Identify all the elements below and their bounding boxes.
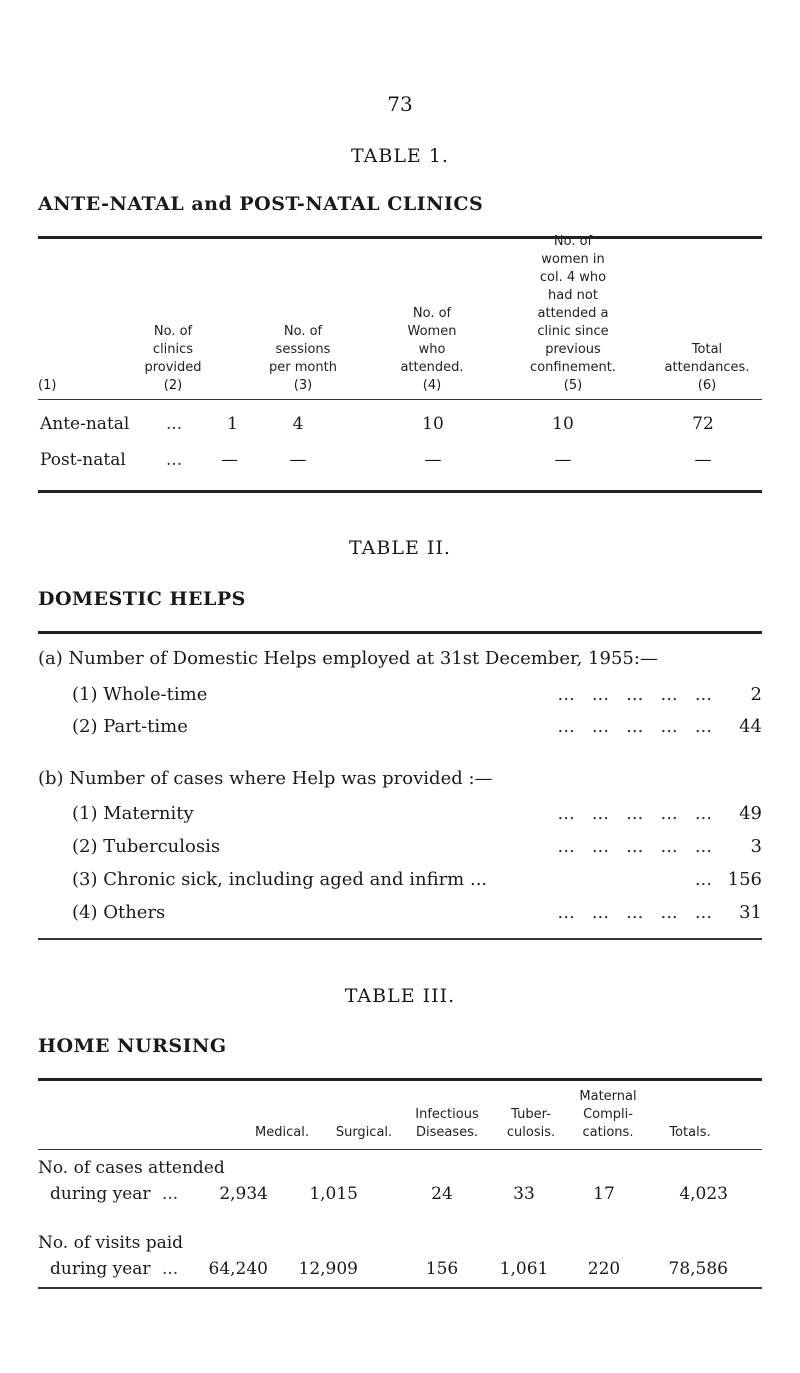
table3-header	[38, 1084, 762, 1144]
table1-col-header-1	[38, 245, 78, 377]
leader-dots: ... ... ... ... ...	[557, 902, 712, 923]
item-label: (4) Others	[72, 902, 166, 923]
table3-col-header-infectious: Infectious Diseases.	[415, 1107, 479, 1140]
cell-medical: 2,934	[219, 1184, 268, 1204]
item-label: (2) Part-time	[72, 716, 188, 737]
cell-total: 72	[692, 414, 714, 434]
table3-bottom-rule	[38, 1287, 762, 1289]
leader-dots: ... ... ... ... ...	[557, 803, 712, 824]
leader-dots: ...	[166, 450, 183, 470]
list-item	[72, 836, 762, 860]
table1-col-header-2: No. of clinics provided	[144, 324, 202, 375]
item-label: (3) Chronic sick, including aged and infirm ...	[72, 869, 488, 890]
cell-women: —	[424, 450, 442, 470]
table2-heading: DOMESTIC HELPS	[38, 588, 246, 610]
item-value: 156	[727, 869, 762, 890]
table3-col-header-surgical: Surgical.	[335, 1125, 393, 1140]
table2-top-rule	[38, 631, 762, 634]
row-label-line1: No. of cases attended	[38, 1158, 225, 1178]
table1-col-header-6: Total attendances.	[664, 342, 750, 375]
cell-maternal: 17	[593, 1184, 615, 1204]
table1-col-header-5: No. of women in col. 4 who had not attended a clinic since previous confinement.	[530, 234, 616, 375]
cell-medical: 64,240	[208, 1259, 268, 1279]
list-item	[72, 902, 762, 926]
cell-sessions: —	[289, 450, 307, 470]
cell-clinics: —	[221, 450, 238, 470]
cell-not-attended: 10	[552, 414, 574, 434]
row-label-line2: during year	[50, 1259, 151, 1279]
table-row	[38, 1233, 762, 1293]
cell-maternal: 220	[587, 1259, 621, 1279]
item-value: 31	[739, 902, 762, 923]
table1-header-rule	[38, 399, 762, 400]
table1-col-number-3: (3)	[293, 378, 313, 393]
leader-dots: ... ... ... ... ...	[557, 684, 712, 705]
section-b-title: (b) Number of cases where Help was provided :—	[38, 768, 493, 789]
table3-col-header-totals: Totals.	[669, 1125, 711, 1140]
item-value: 2	[750, 684, 762, 705]
table1-caption: TABLE 1.	[351, 145, 449, 167]
table-row	[38, 450, 762, 476]
page-number: 73	[387, 92, 413, 116]
table1-col-header-3: No. of sessions per month	[269, 324, 337, 375]
list-item	[72, 716, 762, 740]
table-row	[38, 414, 762, 440]
table3-top-rule	[38, 1078, 762, 1081]
table3-col-header-medical: Medical.	[255, 1125, 309, 1140]
table1-header	[38, 234, 762, 395]
list-item	[72, 803, 762, 827]
table-row	[38, 1158, 762, 1218]
table2-bottom-rule	[38, 938, 762, 940]
leader-dots: ...	[162, 1184, 179, 1204]
table3-header-rule	[38, 1149, 762, 1150]
list-item	[72, 684, 762, 708]
cell-women: 10	[422, 414, 444, 434]
cell-totals: 78,586	[668, 1259, 728, 1279]
row-label: Post-natal	[40, 450, 126, 470]
leader-dots: ...	[694, 869, 712, 890]
item-label: (1) Maternity	[72, 803, 194, 824]
table3-col-header-tuberculosis: Tuber- culosis.	[506, 1107, 556, 1140]
table1-col-number-2: (2)	[163, 378, 183, 393]
cell-sessions: 4	[292, 414, 304, 434]
item-value: 44	[739, 716, 762, 737]
item-label: (1) Whole-time	[72, 684, 208, 705]
cell-totals: 4,023	[679, 1184, 728, 1204]
cell-surgical: 1,015	[309, 1184, 358, 1204]
table1-heading: ANTE-NATAL and POST-NATAL CLINICS	[38, 193, 484, 215]
leader-dots: ...	[166, 414, 183, 434]
cell-total: —	[694, 450, 712, 470]
table1-col-number-5: (5)	[563, 378, 583, 393]
row-label-line1: No. of visits paid	[38, 1233, 184, 1253]
cell-infectious: 24	[431, 1184, 453, 1204]
cell-tuberculosis: 1,061	[499, 1259, 549, 1279]
table1-col-number-6: (6)	[697, 378, 717, 393]
table3-heading: HOME NURSING	[38, 1035, 227, 1057]
cell-clinics: 1	[227, 414, 238, 434]
cell-infectious: 156	[425, 1259, 459, 1279]
table1-bottom-rule	[38, 490, 762, 493]
row-label: Ante-natal	[40, 414, 130, 434]
cell-tuberculosis: 33	[513, 1184, 535, 1204]
table3-caption: TABLE III.	[344, 985, 456, 1007]
row-label-line2: during year	[50, 1184, 151, 1204]
leader-dots: ... ... ... ... ...	[557, 836, 712, 857]
item-value: 3	[750, 836, 762, 857]
table3-col-header-maternal: Maternal Compli- cations.	[579, 1089, 637, 1140]
item-value: 49	[739, 803, 762, 824]
table2-caption: TABLE II.	[349, 537, 451, 559]
cell-not-attended: —	[554, 450, 572, 470]
list-item	[72, 869, 762, 893]
leader-dots: ... ... ... ... ...	[557, 716, 712, 737]
item-label: (2) Tuberculosis	[72, 836, 221, 857]
cell-surgical: 12,909	[298, 1259, 358, 1279]
leader-dots: ...	[162, 1259, 179, 1279]
table1-top-rule	[38, 236, 762, 239]
table1-col-header-4: No. of Women who attended.	[400, 306, 464, 375]
section-a-title: (a) Number of Domestic Helps employed at 31st December, 1955:—	[38, 648, 658, 669]
table1-col-number-4: (4)	[422, 378, 442, 393]
table1-col-number-1: (1)	[38, 378, 57, 393]
